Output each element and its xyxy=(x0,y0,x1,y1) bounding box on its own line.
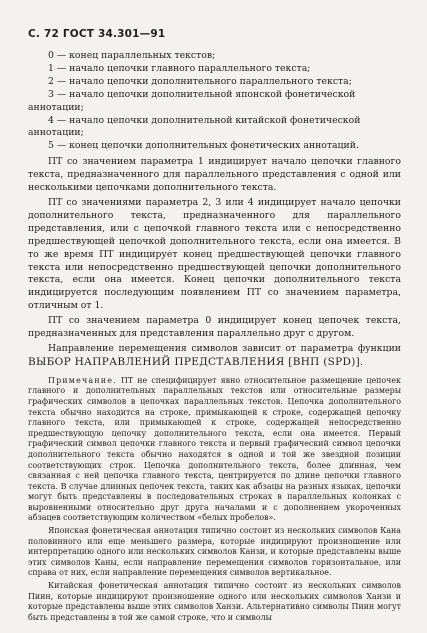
paragraph-param-2-3-4: ПТ со значениями параметра 2, 3 или 4 индицирует начало цепочки дополнительного текста, предназначенного для параллельного представления, или с цепочкой главного текста или с непосредственно предшествующей цепочкой дополнительного текста, если она имеется. В то же время ПТ индицирует конец предшествующей цепочки главного текста или непосредственно предшествующей цепочки дополнительного текста, если она имеется. Конец цепочки дополнительного текста индицируется последующим появлением ПТ со значением параметра, отличным от 1. xyxy=(28,196,401,312)
direction-function-name: ВЫБОР НАПРАВЛЕНИЙ ПРЕДСТАВЛЕНИЯ [ВНП (SPD)] xyxy=(28,355,361,368)
list-item-continuation: аннотации; xyxy=(28,101,84,113)
paragraph-param-1: ПТ со значением параметра 1 индицирует начало цепочки главного текста, предназначенного для параллельного представления с одной или несколькими цепочками дополнительного текста. xyxy=(28,156,401,194)
list-item: 3 — начало цепочки дополнительной японской фонетической xyxy=(48,88,356,100)
note-chinese: Китайская фонетическая аннотация типично состоит из нескольких символов Пиин, которые индицируют произношение одного или нескольких символов Ханзи и которые представлены выше этих символов Ханзи. Альтернативно символы Пиин могут быть представлены в той же самой строке, что и символы xyxy=(28,581,401,622)
list-item: 5 — конец цепочки дополнительных фонетических аннотаций. xyxy=(48,140,359,152)
parameter-list xyxy=(28,50,401,153)
note-block xyxy=(28,376,401,624)
list-item: 1 — начало цепочки главного параллельного текста; xyxy=(48,62,311,74)
list-item-continuation: аннотации; xyxy=(28,127,84,139)
note-japanese: Японская фонетическая аннотация типично состоит из нескольких символов Кана половинного или еще меньшего размера, которые индицируют произношение или интерпретацию одного или нескольких символов Канзи, и которые представлены выше этих символов Каны, если направление перемещения символов горизонтальное, или справа от них, если направление перемещения символов вертикальное. xyxy=(28,526,401,578)
direction-end: . xyxy=(360,356,363,368)
paragraph-param-0: ПТ со значением параметра 0 индицирует конец цепочек текста, предназначенных для представления параллельно друг с другом. xyxy=(28,315,401,340)
list-item: 4 — начало цепочки дополнительной китайской фонетической xyxy=(48,114,361,126)
direction-text: Направление перемещения символов зависит от параметра функции xyxy=(48,342,401,354)
note-text: ПТ не специфицирует явно относительное размещение цепочек главного и дополнительных параллельных текстов или относительные размеры графических символов в цепочках параллельных текстов. Цепочка дополнительного текста обычно находится на строке, примыкающей к строке, содержащей цепочку главного текста, или примыкающей к строке, содержащей непосредственно предшествующую цепочку дополнительного текста, если она имеется. Первый графический символ цепочки главного текста и первый графический символ цепочки дополнительного текста обычно находятся в одной и той же звездной позиции соответствующих строк. Цепочка дополнительного текста, более длинная, чем связанная с ней цепочка главного текста, центрируется по длине цепочки главного текста. В случае длинных цепочек текста, таких как абзацы на разных языках, цепочки могут быть представлены в последовательных строках в параллельных колонках с выровненными относительно друг друга началами и с дополнением укороченных абзацев соответствующим количеством «белых пробелов». xyxy=(28,375,401,523)
note-label: Примечание. xyxy=(48,375,117,385)
list-item: 0 — конец параллельных текстов; xyxy=(48,50,216,61)
paragraph-direction xyxy=(28,343,401,370)
list-item: 2 — начало цепочки дополнительного параллельного текста; xyxy=(48,75,352,87)
note-paragraph xyxy=(28,376,401,524)
page-header: С. 72 ГОСТ 34.301—91 xyxy=(28,28,166,40)
